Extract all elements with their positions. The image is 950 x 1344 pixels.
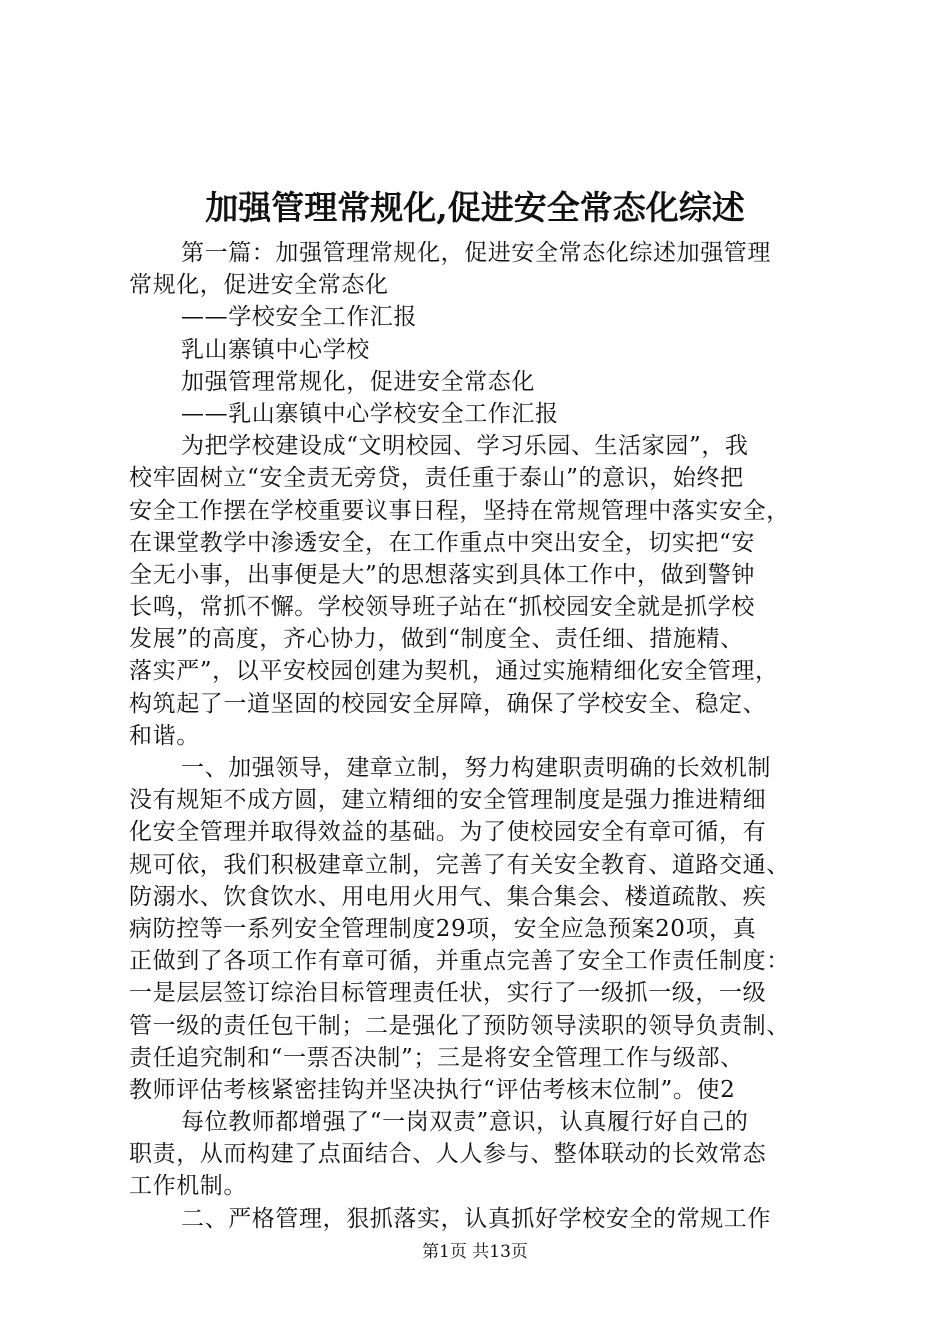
page-number-footer: 第1页 共13页 (422, 1242, 528, 1262)
document-body (129, 237, 829, 1235)
body-line: 发展”的高度，齐心协力，做到“制度全、责任细、措施精、 (129, 626, 744, 653)
body-line: 规可依，我们积极建章立制，完善了有关安全教育、道路交通、 (129, 851, 790, 878)
body-line: 常规化，促进安全常态化 (129, 272, 389, 299)
body-line: 职责，从而构建了点面结合、人人参与、整体联动的长效常态 (129, 1141, 767, 1168)
body-line: 为把学校建设成“文明校园、学习乐园、生活家园”，我 (181, 433, 749, 460)
body-line: 乳山寨镇中心学校 (181, 336, 370, 363)
body-line: 二、严格管理，狠抓落实，认真抓好学校安全的常规工作 (181, 1205, 771, 1232)
body-line: 加强管理常规化，促进安全常态化 (181, 368, 535, 395)
body-line: 全无小事，出事便是大”的思想落实到具体工作中，做到警钟 (129, 561, 755, 588)
body-line: 校牢固树立“安全责无旁贷，责任重于泰山”的意识，始终把 (129, 465, 744, 492)
body-line: 在课堂教学中渗透安全，在工作重点中突出安全，切实把“安 (129, 529, 755, 556)
body-line: 每位教师都增强了“一岗双责”意识，认真履行好自己的 (181, 1109, 749, 1136)
body-line: 工作机制。 (129, 1173, 247, 1200)
body-line: 没有规矩不成方圆，建立精细的安全管理制度是强力推进精细 (129, 787, 767, 814)
body-line: 长鸣，常抓不懈。学校领导班子站在“抓校园安全就是抓学校 (129, 594, 755, 621)
body-line: 教师评估考核紧密挂钩并坚决执行“评估考核末位制”。使2 (129, 1076, 736, 1103)
body-line: 管一级的责任包干制；二是强化了预防领导渎职的领导负责制、 (129, 1012, 790, 1039)
body-line: ——学校安全工作汇报 (181, 304, 417, 331)
body-line: 正做到了各项工作有章可循，并重点完善了安全工作责任制度： (129, 948, 790, 975)
document-title: 加强管理常规化,促进安全常态化综述 (205, 188, 745, 227)
body-line: 化安全管理并取得效益的基础。为了使校园安全有章可循，有 (129, 819, 767, 846)
body-line: 一是层层签订综治目标管理责任状，实行了一级抓一级，一级 (129, 980, 767, 1007)
body-line: 第一篇：加强管理常规化，促进安全常态化综述加强管理 (181, 240, 771, 266)
body-line: ——乳山寨镇中心学校安全工作汇报 (181, 400, 559, 427)
body-line: 安全工作摆在学校重要议事日程，坚持在常规管理中落实安全， (129, 497, 790, 524)
body-line: 病防控等一系列安全管理制度29项，安全应急预案20项，真 (129, 915, 757, 942)
body-line: 一、加强领导，建章立制，努力构建职责明确的长效机制 (181, 755, 771, 781)
body-line: 防溺水、饮食饮水、用电用火用气、集合集会、楼道疏散、疾 (129, 883, 767, 910)
body-line: 和谐。 (129, 722, 200, 749)
body-line: 构筑起了一道坚固的校园安全屏障，确保了学校安全、稳定、 (129, 690, 767, 717)
body-line: 责任追究制和“一票否决制”；三是将安全管理工作与级部、 (129, 1044, 744, 1071)
body-line: 落实严”，以平安校园创建为契机，通过实施精细化安全管理， (129, 658, 779, 685)
